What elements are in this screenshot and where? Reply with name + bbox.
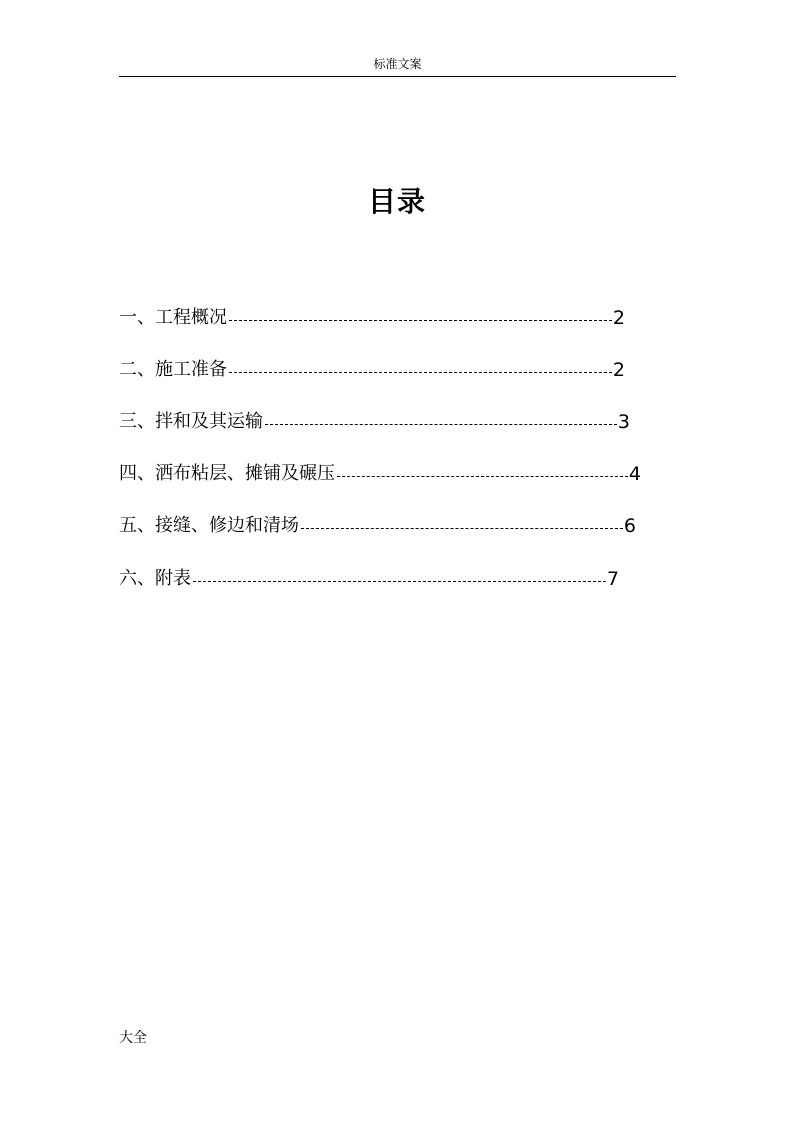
page-header [119,55,676,77]
toc-entry-label: 一、工程概况 [119,307,227,328]
toc-entry-2[interactable] [119,357,625,383]
toc-entry-label: 三、拌和及其运输 [119,411,263,432]
toc-entry-4[interactable] [119,461,641,487]
toc-entry-label: 四、洒布粘层、摊铺及碾压 [119,463,335,484]
page-footer: 大全 [119,1030,147,1046]
toc-entry-page-number: 2 [612,307,625,329]
toc-entry-3[interactable] [119,409,630,435]
toc-entry-page-number: 4 [628,463,641,485]
toc-entry-1[interactable] [119,305,625,331]
toc-entry-6[interactable] [119,566,619,592]
header-text: 标准文案 [373,57,422,71]
toc-entry-page-number: 7 [606,568,619,590]
toc-entry-page-number: 6 [623,515,636,537]
toc-entry-page-number: 3 [617,411,630,433]
page-title: 目录 [367,185,426,218]
toc-dot-leader [301,528,623,529]
toc-entry-page-number: 2 [612,359,625,381]
toc-dot-leader [193,581,606,582]
toc-dot-leader [265,424,617,425]
toc-entry-label: 五、接缝、修边和清场 [119,515,299,536]
toc-dot-leader [229,372,612,373]
toc-entry-5[interactable] [119,513,636,539]
toc-dot-leader [337,476,628,477]
toc-dot-leader [229,320,612,321]
toc-entry-label: 六、附表 [119,568,191,589]
toc-entry-label: 二、施工准备 [119,359,227,380]
